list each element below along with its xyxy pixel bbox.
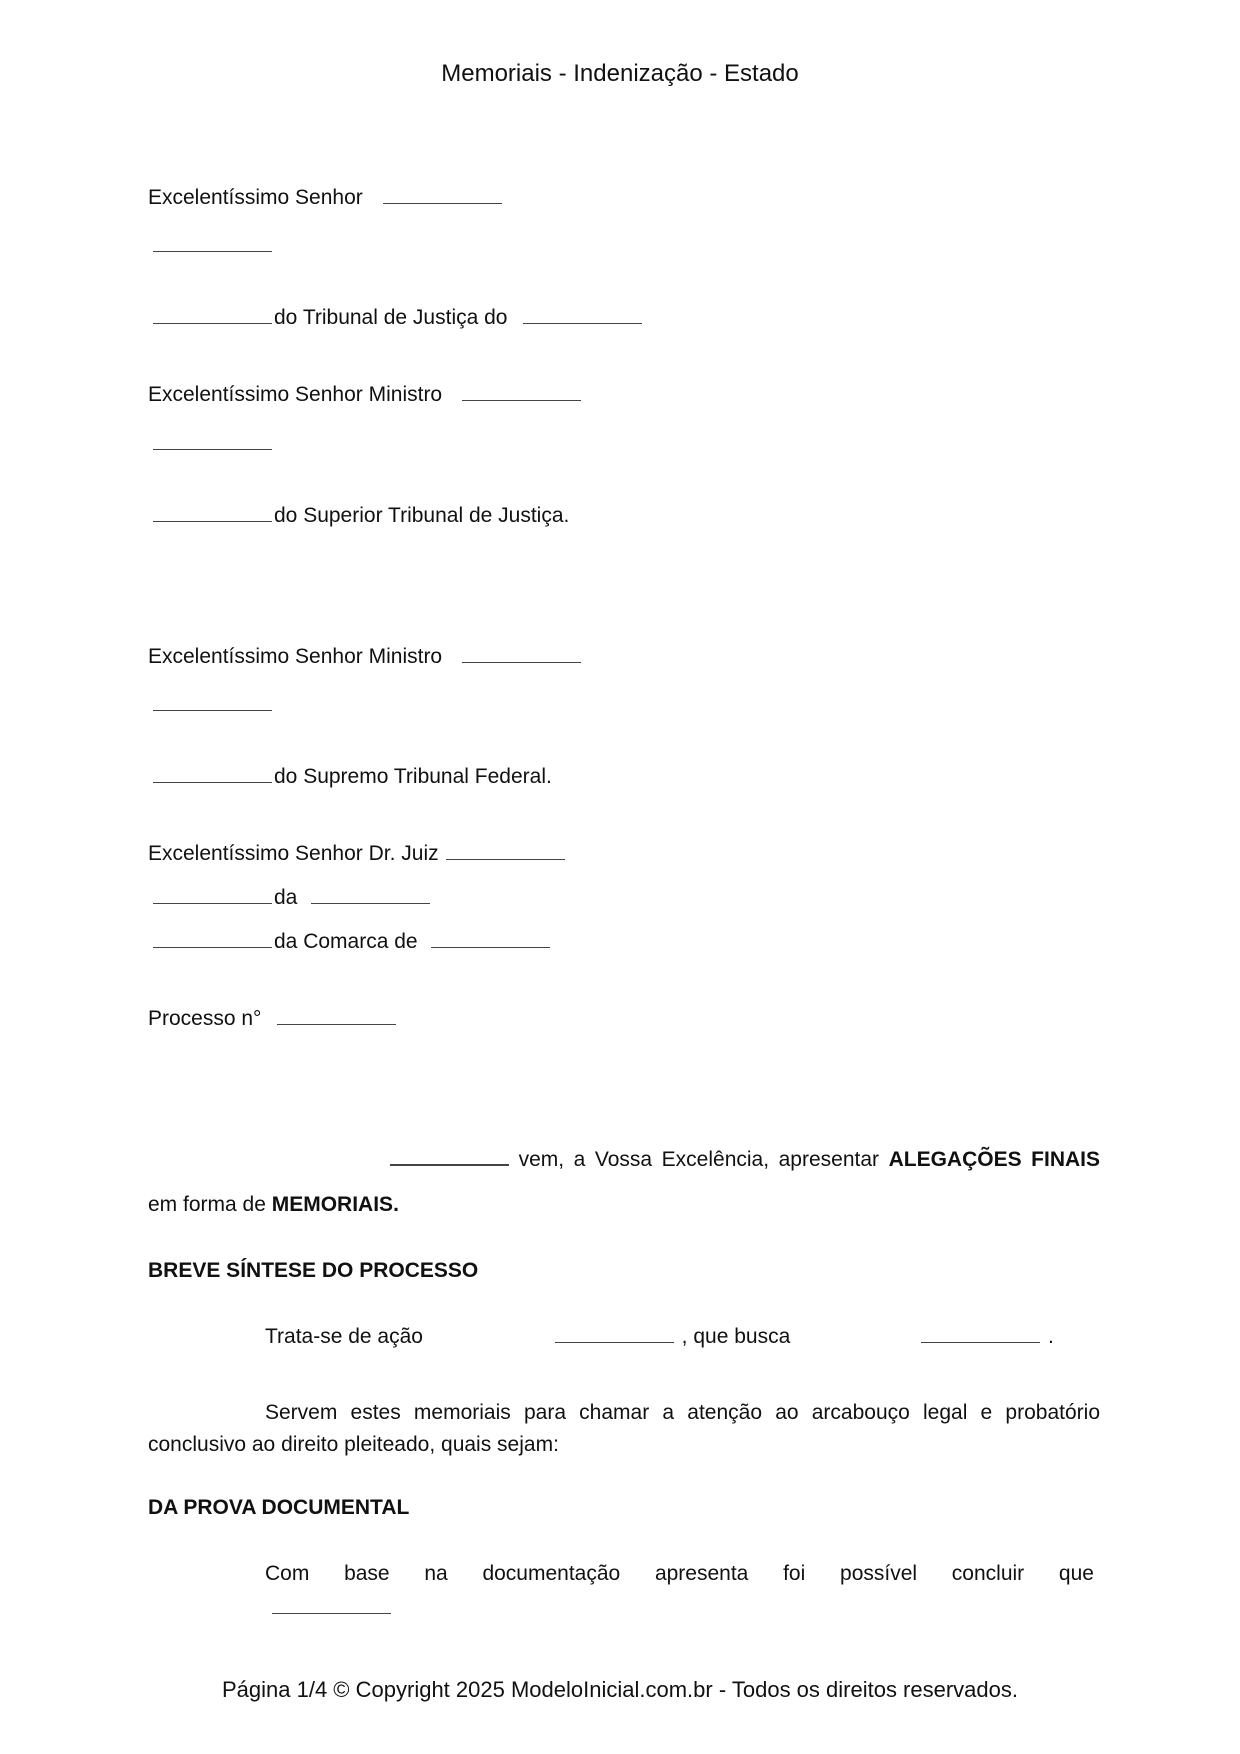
blank-field xyxy=(153,448,272,450)
word: base xyxy=(344,1562,390,1585)
memorial-paragraph-line-1: Servem estes memoriais para chamar a atenção ao arcabouço legal e probatório xyxy=(265,1401,1100,1424)
blank-field xyxy=(277,1023,396,1025)
address-2-salutation: Excelentíssimo Senhor Ministro xyxy=(148,383,443,406)
address-1-line-3 xyxy=(148,306,644,330)
address-2-line-1 xyxy=(148,383,583,407)
synthesis-part-1: Trata-se de ação xyxy=(265,1325,423,1348)
word: na xyxy=(424,1562,448,1585)
address-3-line-3 xyxy=(148,765,552,789)
intro-line-2-text: em forma de xyxy=(148,1193,266,1216)
blank-field xyxy=(153,709,272,711)
address-1-line-1 xyxy=(148,186,504,210)
blank-field xyxy=(153,781,272,783)
document-title: Memoriais - Indenização - Estado xyxy=(441,60,799,87)
address-3-line-1 xyxy=(148,645,583,669)
address-3-salutation: Excelentíssimo Senhor Ministro xyxy=(148,645,443,668)
address-3-court: do Supremo Tribunal Federal. xyxy=(274,765,552,788)
page-footer: Página 1/4 © Copyright 2025 ModeloInicial.com.br - Todos os direitos reservados. xyxy=(222,1677,1018,1702)
documental-paragraph-line-2 xyxy=(265,1596,393,1620)
word: concluir xyxy=(951,1562,1025,1585)
judge-line-2 xyxy=(148,886,432,910)
blank-field xyxy=(272,1612,391,1614)
word: Com xyxy=(265,1562,310,1585)
address-1-salutation: Excelentíssimo Senhor xyxy=(148,186,363,209)
word: que xyxy=(1058,1562,1094,1585)
judge-comarca-label: da Comarca de xyxy=(274,930,418,953)
blank-field xyxy=(153,946,272,948)
synthesis-part-2: , que busca xyxy=(681,1325,791,1348)
synthesis-part-3: . xyxy=(1047,1325,1054,1348)
intro-text: vem, a Vossa Excelência, apresentar xyxy=(518,1148,880,1171)
synthesis-line xyxy=(265,1325,1054,1349)
blank-field xyxy=(523,322,642,324)
word: apresenta xyxy=(654,1562,749,1585)
intro-bold-alegacoes: ALEGAÇÕES FINAIS xyxy=(888,1148,1101,1171)
blank-field xyxy=(921,1341,1040,1343)
judge-da-label: da xyxy=(274,886,298,909)
judge-salutation: Excelentíssimo Senhor Dr. Juiz xyxy=(148,842,439,865)
intro-bold-memoriais: MEMORIAIS. xyxy=(271,1193,399,1216)
blank-field xyxy=(431,946,550,948)
blank-field xyxy=(153,322,272,324)
blank-field xyxy=(555,1341,674,1343)
blank-field xyxy=(311,902,430,904)
address-2-court: do Superior Tribunal de Justiça. xyxy=(274,504,570,527)
blank-field xyxy=(462,661,581,663)
blank-field xyxy=(462,399,581,401)
blank-field xyxy=(153,520,272,522)
word: foi xyxy=(783,1562,806,1585)
address-2-line-2 xyxy=(148,432,274,456)
address-1-line-2 xyxy=(148,234,274,258)
section-heading-prova-documental: DA PROVA DOCUMENTAL xyxy=(148,1496,410,1519)
intro-line-2 xyxy=(148,1193,399,1217)
blank-field xyxy=(446,858,565,860)
process-label: Processo n° xyxy=(148,1007,262,1030)
documental-paragraph-line-1 xyxy=(265,1562,1094,1586)
blank-field xyxy=(153,250,272,252)
memorial-paragraph-line-2: conclusivo ao direito pleiteado, quais sejam: xyxy=(148,1433,559,1456)
word: documentação xyxy=(482,1562,621,1585)
process-number-line xyxy=(148,1007,398,1031)
address-2-line-3 xyxy=(148,504,569,528)
intro-line-1 xyxy=(390,1148,1100,1172)
blank-field xyxy=(153,902,272,904)
judge-line-1 xyxy=(148,842,567,866)
blank-field xyxy=(383,202,502,204)
blank-field xyxy=(390,1163,509,1166)
address-3-line-2 xyxy=(148,693,274,717)
word: possível xyxy=(840,1562,918,1585)
address-1-court: do Tribunal de Justiça do xyxy=(274,306,508,329)
section-heading-sintese: BREVE SÍNTESE DO PROCESSO xyxy=(148,1259,479,1282)
judge-line-3 xyxy=(148,930,552,954)
